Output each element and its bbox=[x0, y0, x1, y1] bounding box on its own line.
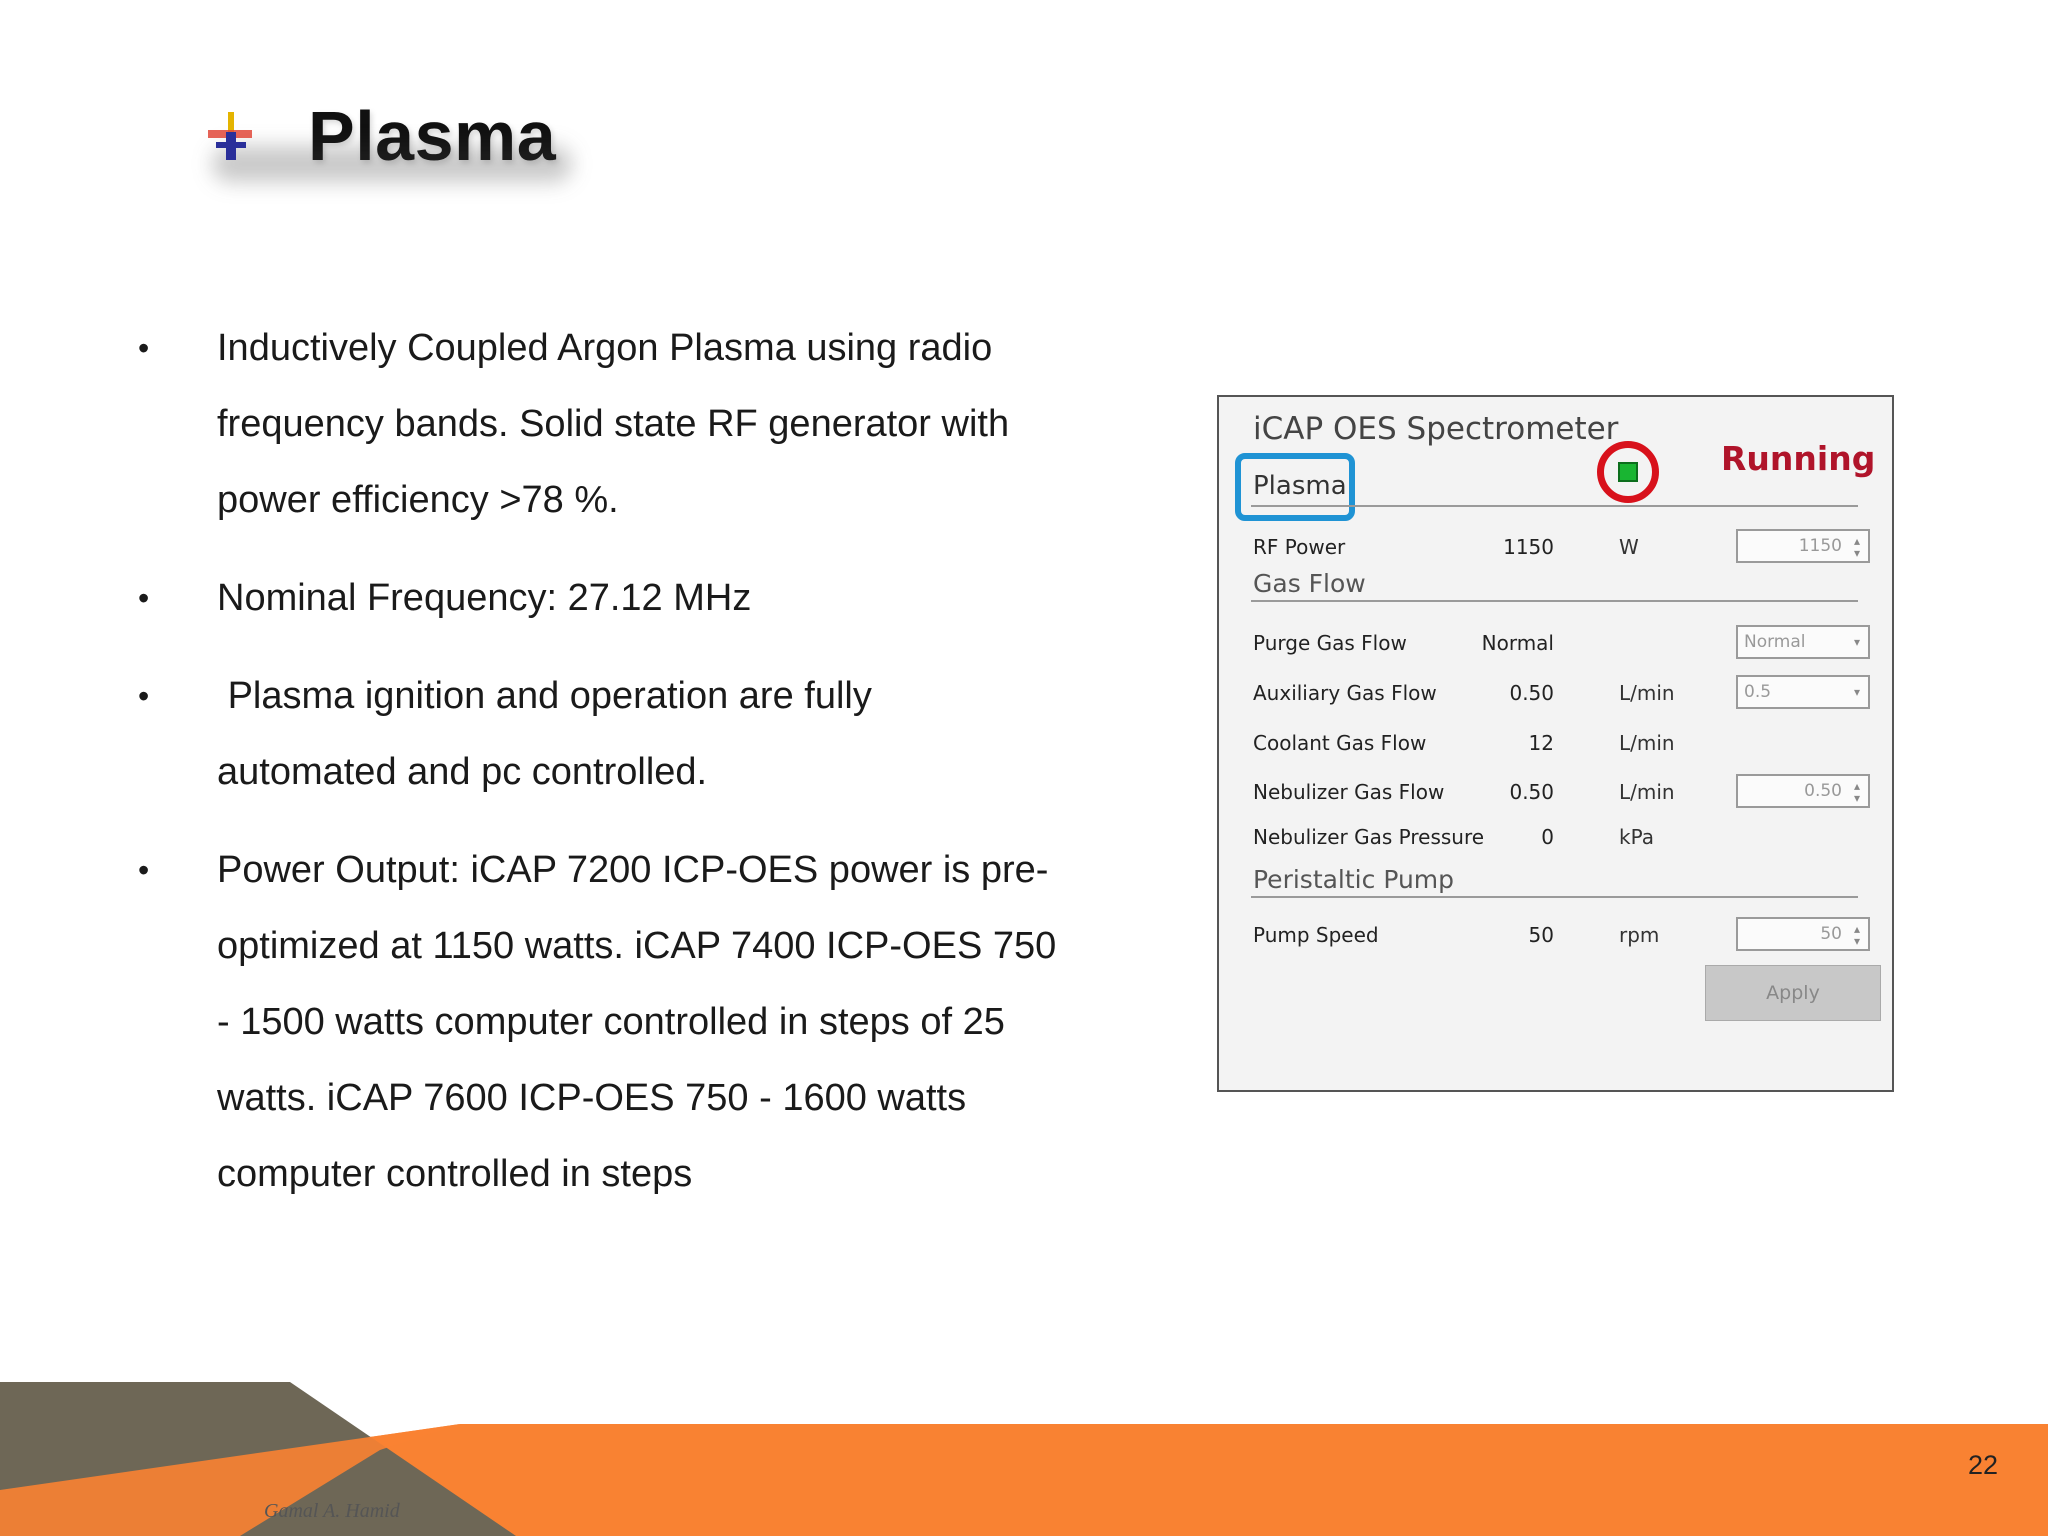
pump-speed-stepper[interactable]: 50 ▴ ▾ bbox=[1736, 917, 1870, 951]
auxiliary-gas-select[interactable]: 0.5 ▾ bbox=[1736, 675, 1870, 709]
apply-button[interactable]: Apply bbox=[1705, 965, 1881, 1021]
bullet-list bbox=[138, 310, 1057, 1234]
page-number: 22 bbox=[1968, 1450, 1999, 1480]
rf-power-stepper[interactable]: 1150 ▴ ▾ bbox=[1736, 529, 1870, 563]
bullet-cross-icon bbox=[204, 106, 256, 166]
chevron-down-icon: ▾ bbox=[1853, 635, 1860, 649]
status-square-icon bbox=[1618, 462, 1638, 482]
pump-speed-row: Pump Speed 50 rpm 50 ▴ ▾ bbox=[1253, 923, 1873, 953]
list-item: • Plasma ignition and operation are fully automated and pc controlled. bbox=[138, 675, 883, 793]
section-gas-flow: Gas Flow bbox=[1253, 569, 1366, 598]
coolant-gas-row: Coolant Gas Flow 12 L/min bbox=[1253, 731, 1675, 755]
auxiliary-gas-row: Auxiliary Gas Flow 0.50 L/min 0.5 ▾ bbox=[1253, 681, 1873, 711]
spin-arrows-icon[interactable]: ▴ ▾ bbox=[1853, 534, 1860, 560]
page-title: Plasma bbox=[308, 97, 557, 175]
purge-gas-row: Purge Gas Flow Normal Normal ▾ bbox=[1253, 631, 1873, 661]
author-name: Gamal A. Hamid bbox=[264, 1500, 400, 1522]
slide-title-area bbox=[204, 96, 556, 176]
list-item: • Inductively Coupled Argon Plasma using radio frequency bands. Solid state RF generator with power efficiency >78 %. bbox=[138, 327, 1010, 521]
divider bbox=[1251, 896, 1858, 898]
spin-arrows-icon[interactable]: ▴ ▾ bbox=[1853, 922, 1860, 948]
tab-plasma[interactable]: Plasma bbox=[1235, 453, 1355, 521]
divider bbox=[1251, 600, 1858, 602]
nebulizer-gas-row: Nebulizer Gas Flow 0.50 L/min 0.50 ▴ ▾ bbox=[1253, 780, 1873, 810]
app-title: iCAP OES Spectrometer bbox=[1253, 411, 1619, 447]
spin-arrows-icon[interactable]: ▴ ▾ bbox=[1853, 779, 1860, 805]
purge-gas-select[interactable]: Normal ▾ bbox=[1736, 625, 1870, 659]
section-peristaltic-pump: Peristaltic Pump bbox=[1253, 865, 1455, 894]
spectrometer-panel-screenshot bbox=[1217, 395, 1894, 1092]
status-badge: Running bbox=[1721, 439, 1876, 478]
rf-power-row: RF Power 1150 W 1150 ▴ ▾ bbox=[1253, 535, 1873, 565]
status-highlight-ring bbox=[1597, 441, 1659, 503]
list-item: • Power Output: iCAP 7200 ICP-OES power is pre-optimized at 1150 watts. iCAP 7400 ICP-OES 750 - 1500 watts computer controlled in steps of 25 watts. iCAP 7600 ICP-OES 750 - 1600 watts computer controlled in steps bbox=[138, 849, 1057, 1195]
chevron-down-icon: ▾ bbox=[1853, 685, 1860, 699]
list-item: • Nominal Frequency: 27.12 MHz bbox=[138, 577, 752, 619]
nebulizer-pressure-row: Nebulizer Gas Pressure 0 kPa bbox=[1253, 825, 1654, 849]
divider bbox=[1251, 505, 1858, 507]
nebulizer-gas-stepper[interactable]: 0.50 ▴ ▾ bbox=[1736, 774, 1870, 808]
